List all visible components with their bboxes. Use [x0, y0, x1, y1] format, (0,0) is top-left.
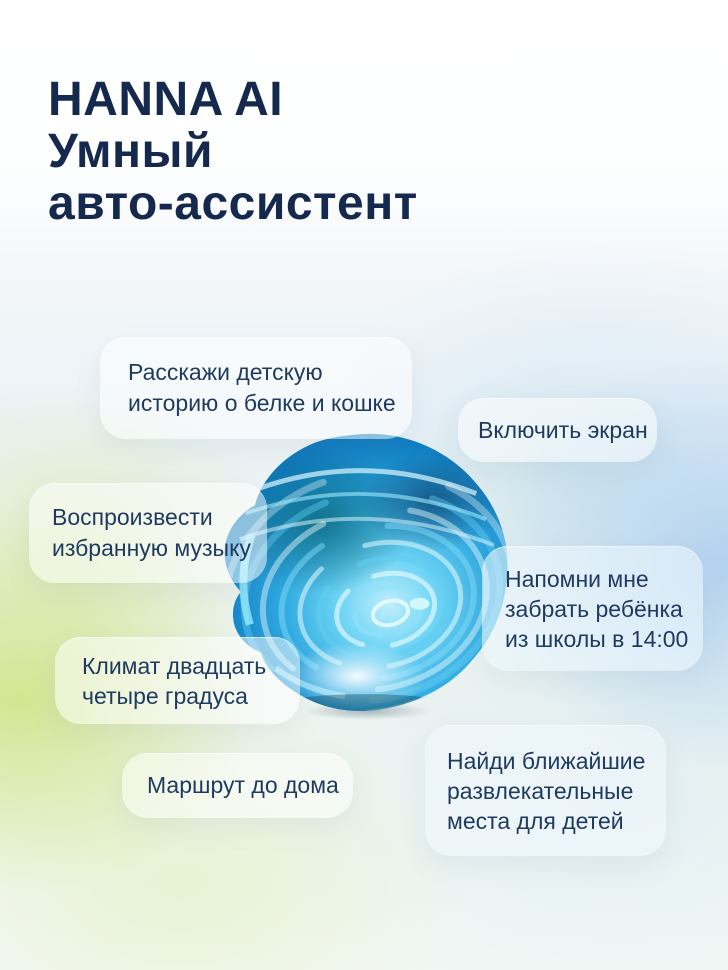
bubble-text-line: Включить экран: [478, 416, 648, 443]
voice-command-bubble-play-music[interactable]: [29, 483, 267, 583]
title-line-2: авто-ассистент: [48, 177, 418, 230]
bubble-text-line: забрать ребёнка: [505, 595, 683, 622]
voice-command-bubble-turn-on-screen[interactable]: [458, 398, 657, 462]
bubble-text-line: Климат двадцать: [82, 652, 267, 679]
bubble-text-line: развлекательные: [447, 777, 634, 804]
bubble-text-line: из школы в 14:00: [505, 625, 689, 652]
bubble-text-line: Маршрут до дома: [147, 772, 339, 798]
voice-command-bubble-route-home[interactable]: [122, 753, 353, 818]
page-title: [48, 74, 418, 230]
bubble-text-line: Воспроизвести: [52, 504, 213, 530]
bubble-text-line: избранную музыку: [52, 535, 251, 561]
brand-name: HANNA AI: [48, 73, 284, 126]
bubble-text-line: историю о белке и кошке: [128, 390, 396, 416]
title-line-1: Умный: [48, 125, 213, 178]
bubble-text-line: Найди ближайшие: [447, 747, 646, 774]
voice-command-bubble-climate[interactable]: [55, 637, 300, 724]
bubble-text-line: Напомни мне: [505, 565, 649, 592]
voice-command-bubble-school-reminder[interactable]: [482, 546, 703, 671]
bubble-text-line: Расскажи детскую: [128, 359, 323, 385]
bubble-text-line: места для детей: [447, 807, 624, 834]
voice-command-bubble-tell-story[interactable]: [100, 337, 412, 439]
voice-command-bubble-find-places[interactable]: [425, 725, 666, 856]
bubble-text-line: четыре градуса: [82, 682, 248, 709]
